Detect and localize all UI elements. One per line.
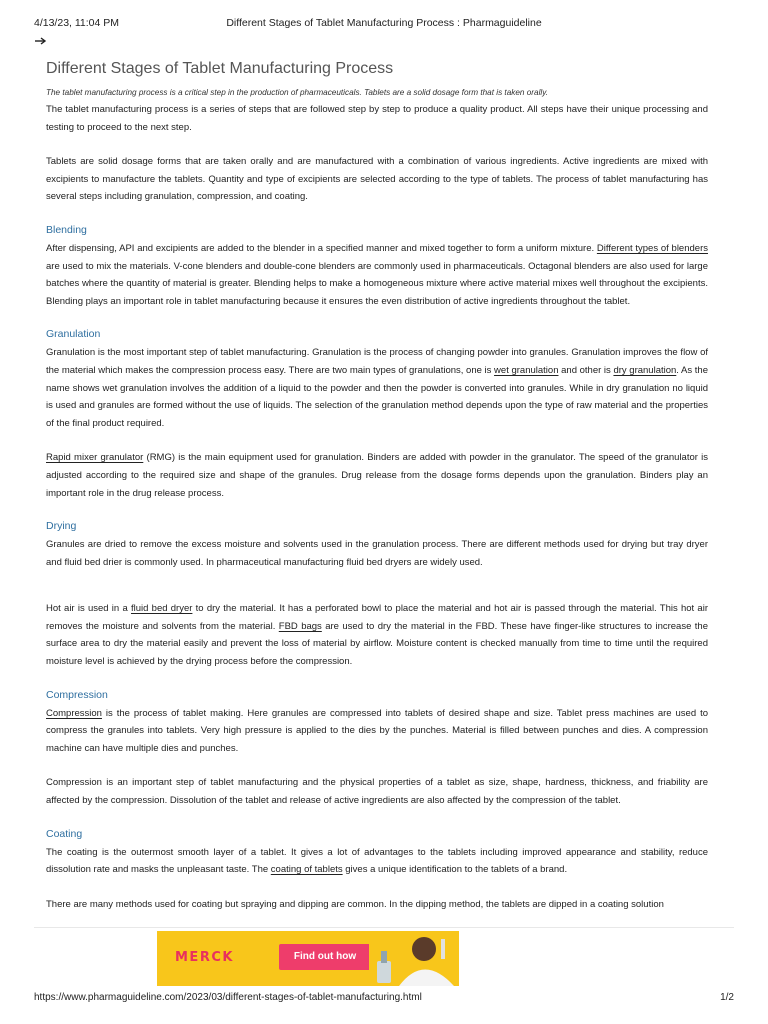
granulation-paragraph-1: Granulation is the most important step of tablet manufacturing. Granulation is the process of changing powder into granules. Granulation improves the flow of the material which makes the compression process easy. There are two main types of granulations, one is wet granulation and other is dry granulation. As the name shows wet granulation involves the addition of a liquid to the powder and then the powder is converted into granules. While in dry granulation no liquid is used and granules are formed without the use of liquids. The selection of the granulation method depends upon the type of raw material and the properties of the final product required.: [46, 347, 708, 429]
advertisement-banner[interactable]: [157, 931, 459, 986]
article-paragraph-2: Tablets are solid dosage forms that are taken orally and are manufactured with a combination of various ingredients. Active ingredients are mixed with excipients to manufacture the tablets. Quantity and type of excipients are selected according to the type of tablets. The process of tablet manufacturing has several steps including granulation, compression, and coating.: [46, 156, 708, 203]
heading-compression: Compression: [46, 688, 108, 701]
coating-paragraph-1: The coating is the outermost smooth layer of a tablet. It gives a lot of advantages to the tablets including improved appearance and stability, reduce dissolution rate and masks the unpleasant taste. The coating of tablets gives a unique identification to the tablets of a brand.: [46, 846, 708, 876]
blending-paragraph: After dispensing, API and excipients are added to the blender in a specified manner and mixed together to form a uniform mixture. Different types of blenders are used to mix the materials. V-cone blenders and double-cone blenders are commonly used in pharmaceuticals. Octagonal blenders are also used for large batches where the quantity of material is greater. Blending helps to make a homogeneous mixture where active material mixes well throughout the excipients. Blending plays an important role in tablet manufacturing because it ensures the even distribution of active ingredients throughout the tablet.: [46, 242, 708, 307]
heading-drying: Drying: [46, 520, 77, 533]
link-fluid-bed-dryer[interactable]: fluid bed dryer: [130, 603, 193, 615]
print-page-title: Different Stages of Tablet Manufacturing Process : Pharmaguideline: [226, 17, 542, 29]
heading-blending: Blending: [46, 223, 87, 236]
link-types-of-blenders[interactable]: Different types of blenders: [596, 242, 708, 254]
heading-granulation: Granulation: [46, 328, 101, 341]
article: [46, 60, 708, 913]
link-fbd-bags[interactable]: FBD bags: [278, 620, 322, 632]
scientist-illustration-icon: [369, 931, 459, 986]
merck-logo: MERCK: [175, 950, 234, 965]
spacer: [46, 588, 708, 600]
link-dry-granulation[interactable]: dry granulation: [613, 364, 677, 376]
link-coating-of-tablets[interactable]: coating of tablets: [270, 864, 343, 876]
article-intro: The tablet manufacturing process is a critical step in the production of pharmaceuticals. Tablets are a solid dosage form that is taken orally.: [46, 88, 548, 97]
ad-divider: [34, 927, 734, 928]
page-url: https://www.pharmaguideline.com/2023/03/different-stages-of-tablet-manufacturing.html: [34, 992, 422, 1003]
article-paragraph-1: The tablet manufacturing process is a series of steps that are followed step by step to produce a quality product. All steps have their unique processing and testing to proceed to the next step.: [46, 104, 708, 133]
compression-paragraph-1: Compression is the process of tablet making. Here granules are compressed into tablets of desired shape and size. Tablet press machines are used to compress the granules into tablets. Very high pressure is applied to the dies by the punches. Material is filled between punches and dies. A compression machine can have multiple dies and punches.: [46, 707, 708, 754]
article-title: Different Stages of Tablet Manufacturing Process: [46, 60, 394, 77]
link-compression[interactable]: Compression: [46, 707, 102, 719]
find-out-how-button[interactable]: Find out how: [279, 944, 371, 970]
drying-paragraph-1: Granules are dried to remove the excess moisture and solvents used in the granulation process. There are different methods used for drying but tray dryer and fluid bed drier is commonly used. In pharmaceutical manufacturing fluid bed dryers are widely used.: [46, 539, 708, 568]
heading-coating: Coating: [46, 827, 83, 840]
link-wet-granulation[interactable]: wet granulation: [494, 364, 559, 376]
arrow-right-icon[interactable]: [35, 37, 47, 45]
compression-paragraph-2: Compression is an important step of tablet manufacturing and the physical properties of a tablet as size, shape, hardness, thickness, and friability are affected by the compression. Dissolution of the tablet and release of active ingredients are also affected by the compression of the tablet.: [46, 777, 708, 807]
granulation-paragraph-2: Rapid mixer granulator (RMG) is the main equipment used for granulation. Binders are added with powder in the granulator. The speed of the granulator is adjusted according to the required size and shape of the granules. Drug release from the dosage forms depends upon the granulation. Binders play an important role in the drug release process.: [46, 452, 708, 499]
drying-paragraph-2: Hot air is used in a fluid bed dryer to dry the material. It has a perforated bowl to place the material and hot air is passed through the material. This hot air removes the moisture and solvents from the material. FBD bags are used to dry the material in the FBD. These have finger-like structures to increase the surface area to dry the material easily and prevent the loss of material by airflow. Moisture content is checked manually from time to time until the required moisture level is achieved by the drying process before the compression.: [46, 603, 708, 668]
print-footer: [34, 992, 734, 1006]
page-number: 1/2: [720, 992, 734, 1003]
print-datetime: 4/13/23, 11:04 PM: [34, 17, 120, 29]
print-header: [34, 17, 734, 33]
coating-paragraph-2: There are many methods used for coating but spraying and dipping are common. In the dipping method, the tablets are dipped in a coating solution: [46, 898, 664, 910]
link-rapid-mixer-granulator[interactable]: Rapid mixer granulator: [46, 452, 144, 464]
